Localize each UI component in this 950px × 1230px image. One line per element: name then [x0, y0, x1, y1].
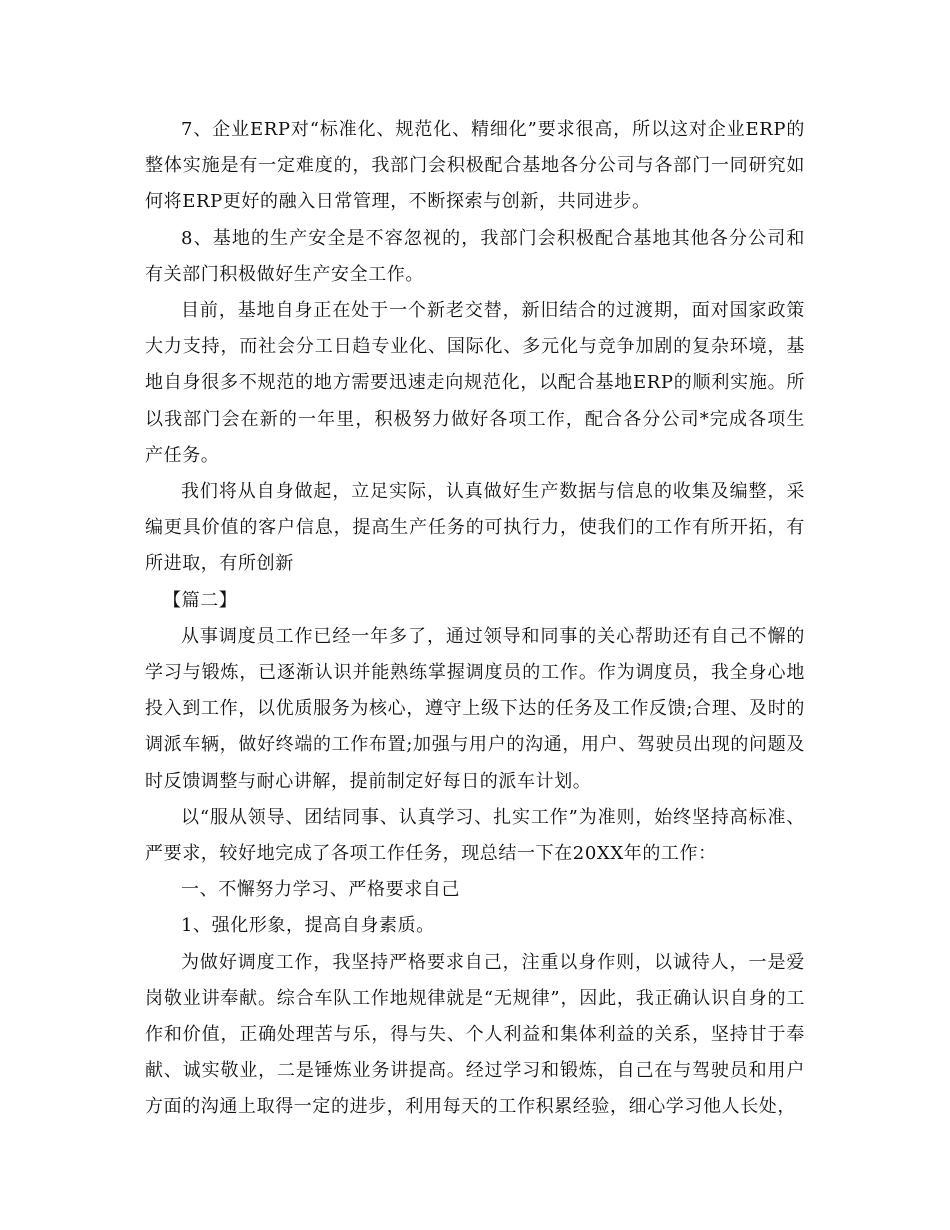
- document-body: [145, 112, 805, 1126]
- paragraph-dispatcher-work: 从事调度员工作已经一年多了，通过领导和同事的关心帮助还有自己不懈的学习与锻炼，已逐渐认识并能熟练掌握调度员的工作。作为调度员，我全身心地投入到工作，以优质服务为核心，遵守上级下达的任务及工作反馈;合理、及时的调派车辆，做好终端的工作布置;加强与用户的沟通，用户、驾驶员出现的问题及时反馈调整与耐心讲解，提前制定好每日的派车计划。: [145, 625, 805, 792]
- paragraph-start-from-self: 我们将从自身做起，立足实际，认真做好生产数据与信息的收集及编整，采编更具价值的客户信息，提高生产任务的可执行力，使我们的工作有所开拓，有所进取，有所创新: [145, 481, 805, 575]
- paragraph-work-principles: 以“服从领导、团结同事、认真学习、扎实工作”为准则，始终坚持高标准、严要求，较好地完成了各项工作任务，现总结一下在20XX年的工作：: [145, 806, 805, 865]
- section-heading: 【篇二】: [163, 589, 238, 611]
- paragraph-dispatch-duties: 为做好调度工作，我坚持严格要求自己，注重以身作则，以诚待人，一是爱岗敬业讲奉献。综合车队工作地规律就是“无规律”，因此，我正确认识自身的工作和价值，正确处理苦与乐，得与失、个人利益和集体利益的关系，坚持甘于奉献、诚实敬业，二是锤炼业务讲提高。经过学习和锻炼，自己在与驾驶员和用户方面的沟通上取得一定的进步，利用每天的工作积累经验，细心学习他人长处，: [145, 951, 805, 1118]
- subheading-study-hard: 一、不懈努力学习、严格要求自己: [181, 879, 460, 901]
- paragraph-transition-period: 目前，基地自身正在处于一个新老交替，新旧结合的过渡期，面对国家政策大力支持，而社会分工日趋专业化、国际化、多元化与竞争加剧的复杂环境，基地自身很多不规范的地方需要迅速走向规范化，以配合基地ERP的顺利实施。所以我部门会在新的一年里，积极努力做好各项工作，配合各分公司*完成各项生产任务。: [145, 300, 805, 466]
- paragraph-item-8: 8、基地的生产安全是不容忽视的，我部门会积极配合基地其他各分公司和有关部门积极做好生产安全工作。: [145, 227, 805, 285]
- paragraph-item-7: 7、企业ERP对“标准化、规范化、精细化”要求很高，所以这对企业ERP的整体实施是有一定难度的，我部门会积极配合基地各分公司与各部门一同研究如何将ERP更好的融入日常管理，不断探索与创新，共同进步。: [145, 119, 805, 213]
- subheading-improve-quality: 1、强化形象，提高自身素质。: [181, 915, 435, 937]
